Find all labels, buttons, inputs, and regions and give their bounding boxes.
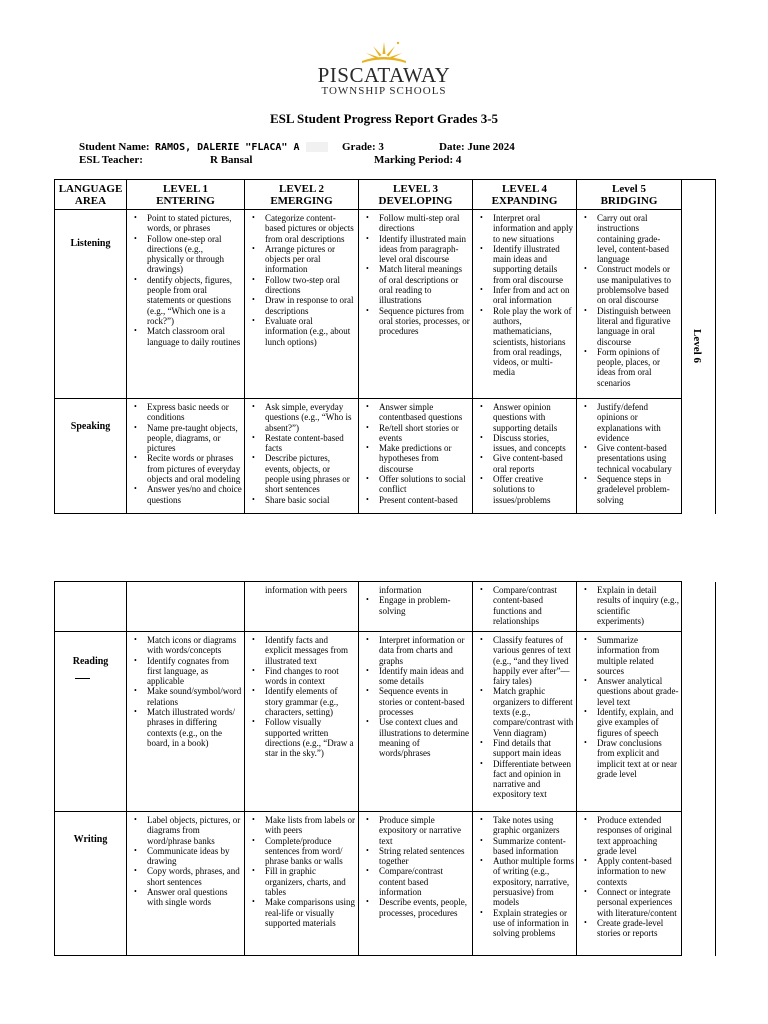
- school-subtitle: TOWNSHIP SCHOOLS: [321, 85, 447, 97]
- teacher-value: R Bansal: [210, 154, 253, 166]
- cell-speaking-l2: [245, 399, 359, 514]
- descriptor-item: • Label objects, pictures, or diagrams from word/phrase banks: [147, 815, 242, 846]
- descriptor-item: • Match illustrated words/ phrases in differing contexts (e.g., on the board, in a book): [147, 707, 242, 748]
- cell-listening-l4: [473, 210, 577, 399]
- cell-speaking-l4: [473, 399, 577, 514]
- descriptor-item: • Draw in response to oral descriptions: [265, 295, 356, 316]
- descriptor-item: • Answer simple contentbased questions: [379, 402, 470, 423]
- descriptor-item: • Justify/defend opinions or explanations with evidence: [597, 402, 679, 443]
- descriptor-item: • Infer from and act on oral information: [493, 285, 574, 306]
- descriptor-item: • Answer oral questions with single words: [147, 887, 242, 908]
- speaking-l2-cont-text: information with peers: [265, 585, 347, 595]
- descriptor-item: • Apply content-based information to new contexts: [597, 856, 679, 887]
- descriptor-item: • Recite words or phrases from pictures of everyday objects and oral modeling: [147, 453, 242, 484]
- descriptor-item: • Categorize content-based pictures or objects from oral descriptions: [265, 213, 356, 244]
- descriptor-item: • Identify, explain, and give examples of figures of speech: [597, 707, 679, 738]
- descriptor-item: • Share basic social: [265, 495, 356, 505]
- descriptor-item: • Sequence events in stories or content-based processes: [379, 686, 470, 717]
- cell-speaking-cont-l4: [473, 582, 577, 632]
- cell-speaking-l3: [359, 399, 473, 514]
- descriptor-item: • Make sound/symbol/word relations: [147, 686, 242, 707]
- marking-period-label: Marking Period: 4: [374, 154, 462, 166]
- descriptor-item: • Make lists from labels or with peers: [265, 815, 356, 836]
- cell-reading-l3: [359, 632, 473, 812]
- descriptor-item: • Summarize content-based information: [493, 836, 574, 857]
- descriptor-item: • Explain in detail results of inquiry (e.g., scientific experiments): [597, 585, 679, 626]
- area-reading: Reading: [55, 632, 127, 812]
- row-writing: [55, 812, 716, 956]
- descriptor-item: • Construct models or use manipulatives to problemsolve based on oral discourse: [597, 264, 679, 305]
- student-name-value: [155, 142, 328, 153]
- sunburst-book-icon: [354, 38, 414, 64]
- cell-speaking-l1: [127, 399, 245, 514]
- descriptor-item: • Produce simple expository or narrative text: [379, 815, 470, 846]
- redaction-mark: [306, 142, 328, 152]
- descriptor-item: • Describe pictures, events, objects, or people using phrases or short sentences: [265, 453, 356, 494]
- cell-reading-l2: [245, 632, 359, 812]
- descriptor-item: • Differentiate between fact and opinion in narrative and expository text: [493, 759, 574, 800]
- header-level-4: LEVEL 4 EXPANDING: [473, 180, 577, 210]
- descriptor-item: • Match icons or diagrams with words/concepts: [147, 635, 242, 656]
- cell-speaking-cont-l5: [577, 582, 682, 632]
- area-listening: Listening: [55, 210, 127, 399]
- descriptor-item: • Complete/produce sentences from word/ phrase banks or walls: [265, 836, 356, 867]
- descriptor-item: • Find changes to root words in context: [265, 666, 356, 687]
- descriptor-item: • Answer yes/no and choice questions: [147, 484, 242, 505]
- descriptor-item: • Sequence steps in gradelevel problem-solving: [597, 474, 679, 505]
- descriptor-item: • Identify elements of story grammar (e.g., characters, setting): [265, 686, 356, 717]
- descriptor-item: • Re/tell short stories or events: [379, 423, 470, 444]
- descriptor-item: • Communicate ideas by drawing: [147, 846, 242, 867]
- header-level-2: LEVEL 2 EMERGING: [245, 180, 359, 210]
- descriptor-item: • Name pre-taught objects, people, diagrams, or pictures: [147, 423, 242, 454]
- descriptor-item: • Make predictions or hypotheses from discourse: [379, 443, 470, 474]
- descriptor-item: • Summarize information from multiple related sources: [597, 635, 679, 676]
- reading-underline: [75, 678, 90, 679]
- descriptor-item: • Sequence pictures from oral stories, processes, or procedures: [379, 306, 470, 337]
- progress-table-page2: [54, 581, 716, 956]
- descriptor-item: • Take notes using graphic organizers: [493, 815, 574, 836]
- descriptor-item: • Follow multi-step oral directions: [379, 213, 470, 234]
- page-title: ESL Student Progress Report Grades 3-5: [269, 111, 499, 126]
- descriptor-item: • Copy words, phrases, and short sentences: [147, 866, 242, 887]
- descriptor-item: • Match literal meanings of oral descriptions or oral reading to illustrations: [379, 264, 470, 305]
- cell-speaking-cont-l3: [359, 582, 473, 632]
- descriptor-item: • Produce extended responses of original text approaching grade level: [597, 815, 679, 856]
- descriptor-item: • Compare/contrast content-based functions and relationships: [493, 585, 574, 626]
- student-name-text: RAMOS, DALERIE "FLACA" A: [155, 142, 300, 153]
- school-logo: [0, 38, 768, 97]
- descriptor-item: • Match graphic organizers to different texts (e.g., compare/contrast with Venn diagram): [493, 686, 574, 737]
- descriptor-item: • Match classroom oral language to daily routines: [147, 326, 242, 347]
- descriptor-item: • Make comparisons using real-life or visually supported materials: [265, 897, 356, 928]
- header-language-area: LANGUAGE AREA: [55, 180, 127, 210]
- descriptor-item: • Engage in problem-solving: [379, 595, 470, 616]
- descriptor-item: • Draw conclusions from explicit and implicit text at or near grade level: [597, 738, 679, 779]
- area-speaking: Speaking: [55, 399, 127, 514]
- descriptor-item: • String related sentences together: [379, 846, 470, 867]
- cell-reading-l5: [577, 632, 682, 812]
- grade-label: Grade: 3: [342, 141, 384, 153]
- descriptor-item: • Present content-based: [379, 495, 470, 505]
- descriptor-item: • Author multiple forms of writing (e.g., expository, narrative, persuasive) from models: [493, 856, 574, 907]
- level-6-column-cont: [682, 582, 716, 956]
- descriptor-item: • Ask simple, everyday questions (e.g., “Who is absent?”): [265, 402, 356, 433]
- cell-speaking-cont-l1: [127, 582, 245, 632]
- cell-speaking-cont-l2: [245, 582, 359, 632]
- cell-writing-l1: [127, 812, 245, 956]
- header-level-1: LEVEL 1 ENTERING: [127, 180, 245, 210]
- school-name: PISCATAWAY: [317, 63, 451, 87]
- descriptor-item: • Create grade-level stories or reports: [597, 918, 679, 939]
- descriptor-item: • Fill in graphic organizers, charts, and tables: [265, 866, 356, 897]
- descriptor-item: • Role play the work of authors, mathematicians, scientists, historians from oral readings, videos, or multi-media: [493, 306, 574, 378]
- descriptor-item: • Interpret oral information and apply to new situations: [493, 213, 574, 244]
- area-speaking-cont: [55, 582, 127, 632]
- descriptor-item: • Identify illustrated main ideas and supporting details from oral discourse: [493, 244, 574, 285]
- descriptor-item: • Discuss stories, issues, and concepts: [493, 433, 574, 454]
- row-listening: [55, 210, 716, 399]
- cell-listening-l5: [577, 210, 682, 399]
- row-speaking: [55, 399, 716, 514]
- cell-reading-l4: [473, 632, 577, 812]
- progress-table-page1: [54, 179, 716, 514]
- descriptor-item: • Identify facts and explicit messages from illustrated text: [265, 635, 356, 666]
- header-level-5: Level 5 BRIDGING: [577, 180, 682, 210]
- descriptor-item: • Answer opinion questions with supporting details: [493, 402, 574, 433]
- cell-reading-l1: [127, 632, 245, 812]
- descriptor-item: • Compare/contrast content based information: [379, 866, 470, 897]
- cell-writing-l4: [473, 812, 577, 956]
- descriptor-item: • Interpret information or data from charts and graphs: [379, 635, 470, 666]
- descriptor-item: • Classify features of various genres of text (e.g., “and they lived happily ever after”—fairy tales): [493, 635, 574, 686]
- descriptor-item: • Connect or integrate personal experiences with literature/content: [597, 887, 679, 918]
- descriptor-item: • Carry out oral instructions containing grade-level, content-based language: [597, 213, 679, 264]
- date-label: Date: June 2024: [439, 141, 515, 153]
- cell-listening-l1: [127, 210, 245, 399]
- area-writing: Writing: [55, 812, 127, 956]
- descriptor-item: • Identify illustrated main ideas from paragraph-level oral discourse: [379, 234, 470, 265]
- descriptor-item: • Identify cognates from first language, as applicable: [147, 656, 242, 687]
- descriptor-item: • Describe events, people, processes, procedures: [379, 897, 470, 918]
- teacher-label: ESL Teacher:: [79, 154, 143, 166]
- row-speaking-cont: [55, 582, 716, 632]
- descriptor-item: • Distinguish between literal and figurative language in oral discourse: [597, 306, 679, 347]
- descriptor-item: • Answer analytical questions about grade-level text: [597, 676, 679, 707]
- descriptor-item: • Follow visually supported written directions (e.g., “Draw a star in the sky.”): [265, 717, 356, 758]
- descriptor-item: • Offer creative solutions to issues/problems: [493, 474, 574, 505]
- row-reading: [55, 632, 716, 812]
- cell-speaking-l5: [577, 399, 682, 514]
- descriptor-item: • Follow two-step oral directions: [265, 275, 356, 296]
- descriptor-item: • Arrange pictures or objects per oral information: [265, 244, 356, 275]
- descriptor-item: • dentify objects, figures, people from oral statements or questions (e.g., “Which one is a rock?”): [147, 275, 242, 326]
- descriptor-item: • Use context clues and illustrations to determine meaning of words/phrases: [379, 717, 470, 758]
- descriptor-item: • Follow one-step oral directions (e.g., physically or through drawings): [147, 234, 242, 275]
- descriptor-item: • Give content-based presentations using technical vocabulary: [597, 443, 679, 474]
- cell-writing-l3: [359, 812, 473, 956]
- cell-writing-l5: [577, 812, 682, 956]
- header-level-3: LEVEL 3 DEVELOPING: [359, 180, 473, 210]
- descriptor-item: • Find details that support main ideas: [493, 738, 574, 759]
- student-name-label: Student Name:: [79, 141, 150, 153]
- descriptor-item: • Express basic needs or conditions: [147, 402, 242, 423]
- descriptor-item: • Give content-based oral reports: [493, 453, 574, 474]
- level-6-label: Level 6: [690, 329, 703, 363]
- descriptor-item: • Point to stated pictures, words, or phrases: [147, 213, 242, 234]
- header-row: [55, 180, 716, 210]
- descriptor-item: • Explain strategies or use of information in solving problems: [493, 908, 574, 939]
- speaking-l3-cont-text: information: [379, 585, 422, 595]
- descriptor-item: • Offer solutions to social conflict: [379, 474, 470, 495]
- descriptor-item: • Form opinions of people, places, or ideas from oral scenarios: [597, 347, 679, 388]
- cell-listening-l3: [359, 210, 473, 399]
- descriptor-item: • Evaluate oral information (e.g., about lunch options): [265, 316, 356, 347]
- descriptor-item: • Restate content-based facts: [265, 433, 356, 454]
- cell-writing-l2: [245, 812, 359, 956]
- descriptor-item: • Identify main ideas and some details: [379, 666, 470, 687]
- cell-listening-l2: [245, 210, 359, 399]
